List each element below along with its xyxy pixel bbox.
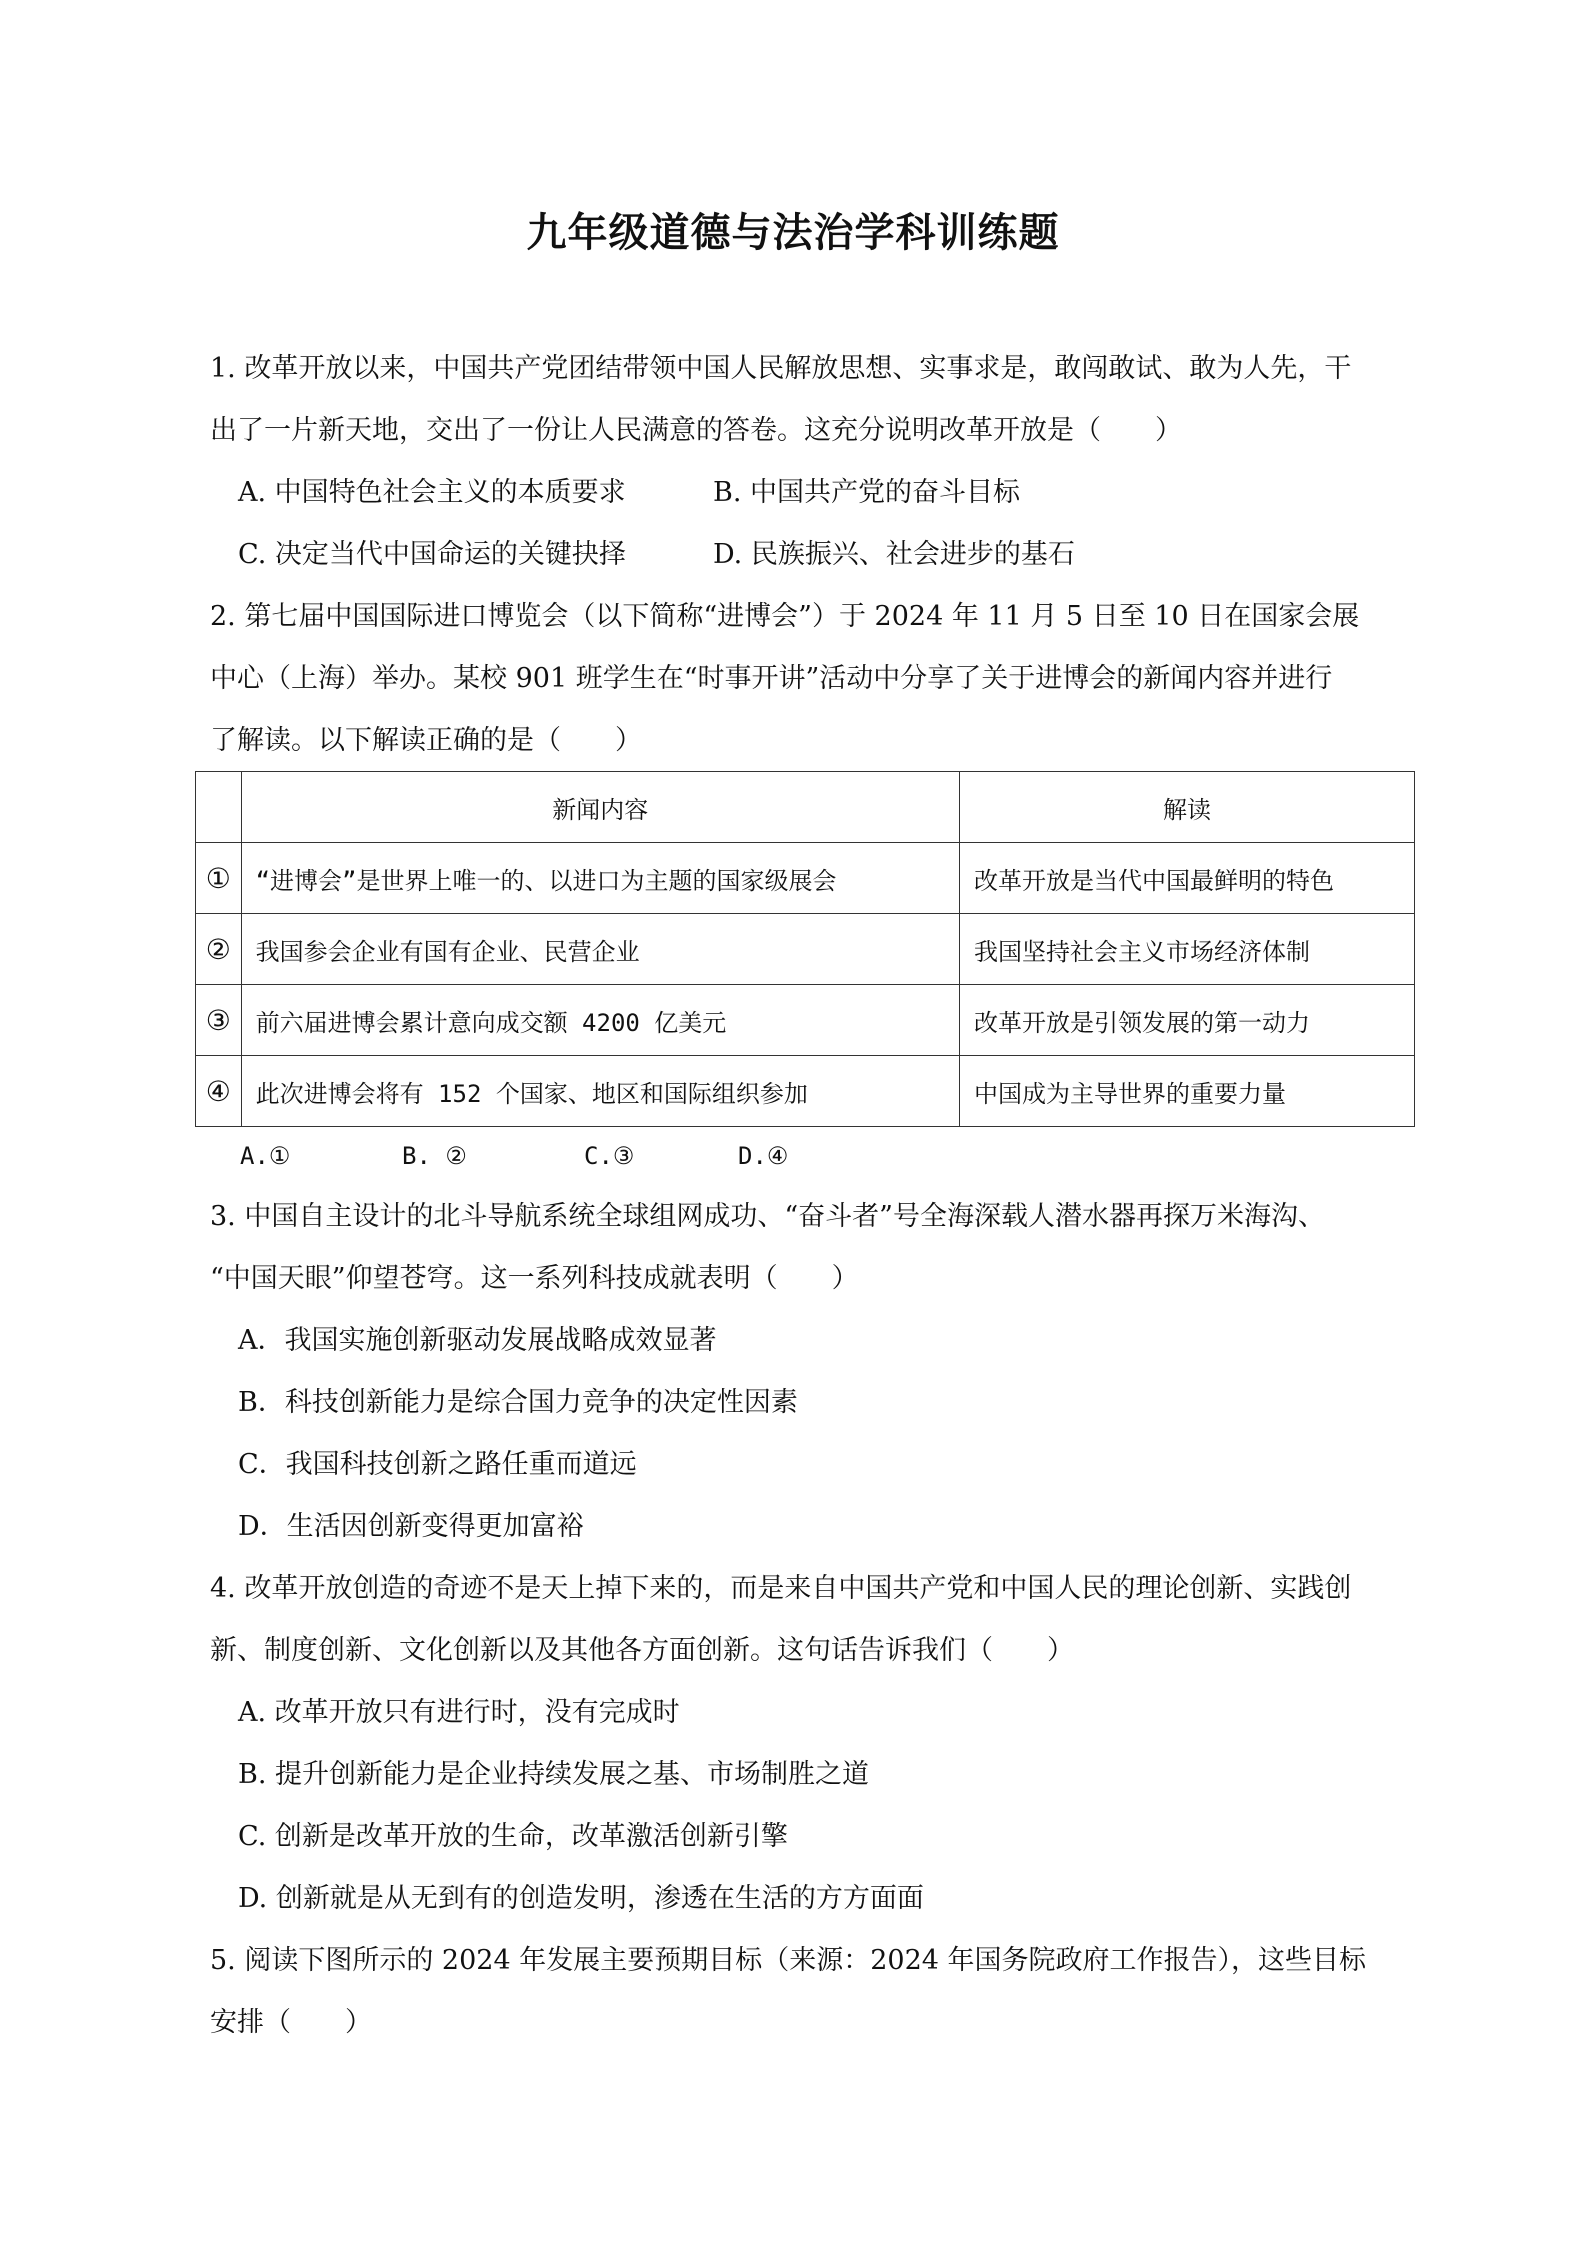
- q1-option-a: A. 中国特色社会主义的本质要求: [238, 477, 626, 508]
- q4-stem-line1: 4. 改革开放创造的奇迹不是天上掉下来的，而是来自中国共产党和中国人民的理论创新、实践创: [210, 1573, 1352, 1604]
- q4-stem-line2: 新、制度创新、文化创新以及其他各方面创新。这句话告诉我们（ ）: [210, 1635, 1074, 1666]
- q2-stem-line1: 2. 第七届中国国际进口博览会（以下简称“进博会”）于 2024 年 11 月 5 日至 10 日在国家会展: [210, 601, 1360, 632]
- q2-option-b: B. ②: [402, 1142, 467, 1170]
- row-news: 我国参会企业有国有企业、民营企业: [241, 914, 959, 985]
- q1-option-b: B. 中国共产党的奋斗目标: [713, 477, 1021, 508]
- q4-option-c: C. 创新是改革开放的生命，改革激活创新引擎: [238, 1821, 788, 1852]
- q2-stem-line2: 中心（上海）举办。某校 901 班学生在“时事开讲”活动中分享了关于进博会的新闻内容并进行: [210, 663, 1333, 694]
- table-header-blank: [196, 772, 242, 843]
- q2-option-d: D.④: [738, 1142, 789, 1170]
- q1-option-d: D. 民族振兴、社会进步的基石: [713, 539, 1075, 570]
- row-news: 前六届进博会累计意向成交额 4200 亿美元: [241, 985, 959, 1056]
- q1-stem-line1: 1. 改革开放以来，中国共产党团结带领中国人民解放思想、实事求是，敢闯敢试、敢为人先，干: [210, 353, 1352, 384]
- table-row: [196, 843, 1415, 914]
- row-interpretation: 中国成为主导世界的重要力量: [960, 1056, 1415, 1127]
- q3-stem-line1: 3. 中国自主设计的北斗导航系统全球组网成功、“奋斗者”号全海深载人潜水器再探万米海沟、: [210, 1201, 1325, 1232]
- row-number: ④: [196, 1056, 242, 1127]
- row-number: ③: [196, 985, 242, 1056]
- row-news: “进博会”是世界上唯一的、以进口为主题的国家级展会: [241, 843, 959, 914]
- row-number: ②: [196, 914, 242, 985]
- q1-option-c: C. 决定当代中国命运的关键抉择: [238, 539, 626, 570]
- table-row: [196, 1056, 1415, 1127]
- q2-stem-line3: 了解读。以下解读正确的是（ ）: [210, 725, 642, 756]
- table-row: [196, 985, 1415, 1056]
- row-interpretation: 改革开放是当代中国最鲜明的特色: [960, 843, 1415, 914]
- q2-option-c: C.③: [584, 1142, 635, 1170]
- q3-option-b: B．科技创新能力是综合国力竞争的决定性因素: [238, 1387, 798, 1418]
- row-interpretation: 改革开放是引领发展的第一动力: [960, 985, 1415, 1056]
- q4-option-a: A. 改革开放只有进行时，没有完成时: [238, 1697, 680, 1728]
- q1-stem-line2: 出了一片新天地，交出了一份让人民满意的答卷。这充分说明改革开放是（ ）: [210, 415, 1182, 446]
- table-header-interpretation: 解读: [960, 772, 1415, 843]
- q4-option-d: D. 创新就是从无到有的创造发明，渗透在生活的方方面面: [238, 1883, 924, 1914]
- q2-option-a: A.①: [240, 1142, 291, 1170]
- q5-stem-line2: 安排（ ）: [210, 2007, 372, 2038]
- q3-option-a: A．我国实施创新驱动发展战略成效显著: [238, 1325, 717, 1356]
- q5-stem-line1: 5. 阅读下图所示的 2024 年发展主要预期目标（来源：2024 年国务院政府工作报告），这些目标: [210, 1945, 1367, 1976]
- q3-stem-line2: “中国天眼”仰望苍穹。这一系列科技成就表明（ ）: [210, 1263, 859, 1294]
- row-news: 此次进博会将有 152 个国家、地区和国际组织参加: [241, 1056, 959, 1127]
- news-table: [195, 771, 1415, 1127]
- page-title: 九年级道德与法治学科训练题: [526, 209, 1060, 256]
- q4-option-b: B. 提升创新能力是企业持续发展之基、市场制胜之道: [238, 1759, 870, 1790]
- row-interpretation: 我国坚持社会主义市场经济体制: [960, 914, 1415, 985]
- table-header-news: 新闻内容: [241, 772, 959, 843]
- q3-option-d: D．生活因创新变得更加富裕: [238, 1511, 584, 1542]
- row-number: ①: [196, 843, 242, 914]
- q3-option-c: C．我国科技创新之路任重而道远: [238, 1449, 637, 1480]
- table-header-row: [196, 772, 1415, 843]
- table-row: [196, 914, 1415, 985]
